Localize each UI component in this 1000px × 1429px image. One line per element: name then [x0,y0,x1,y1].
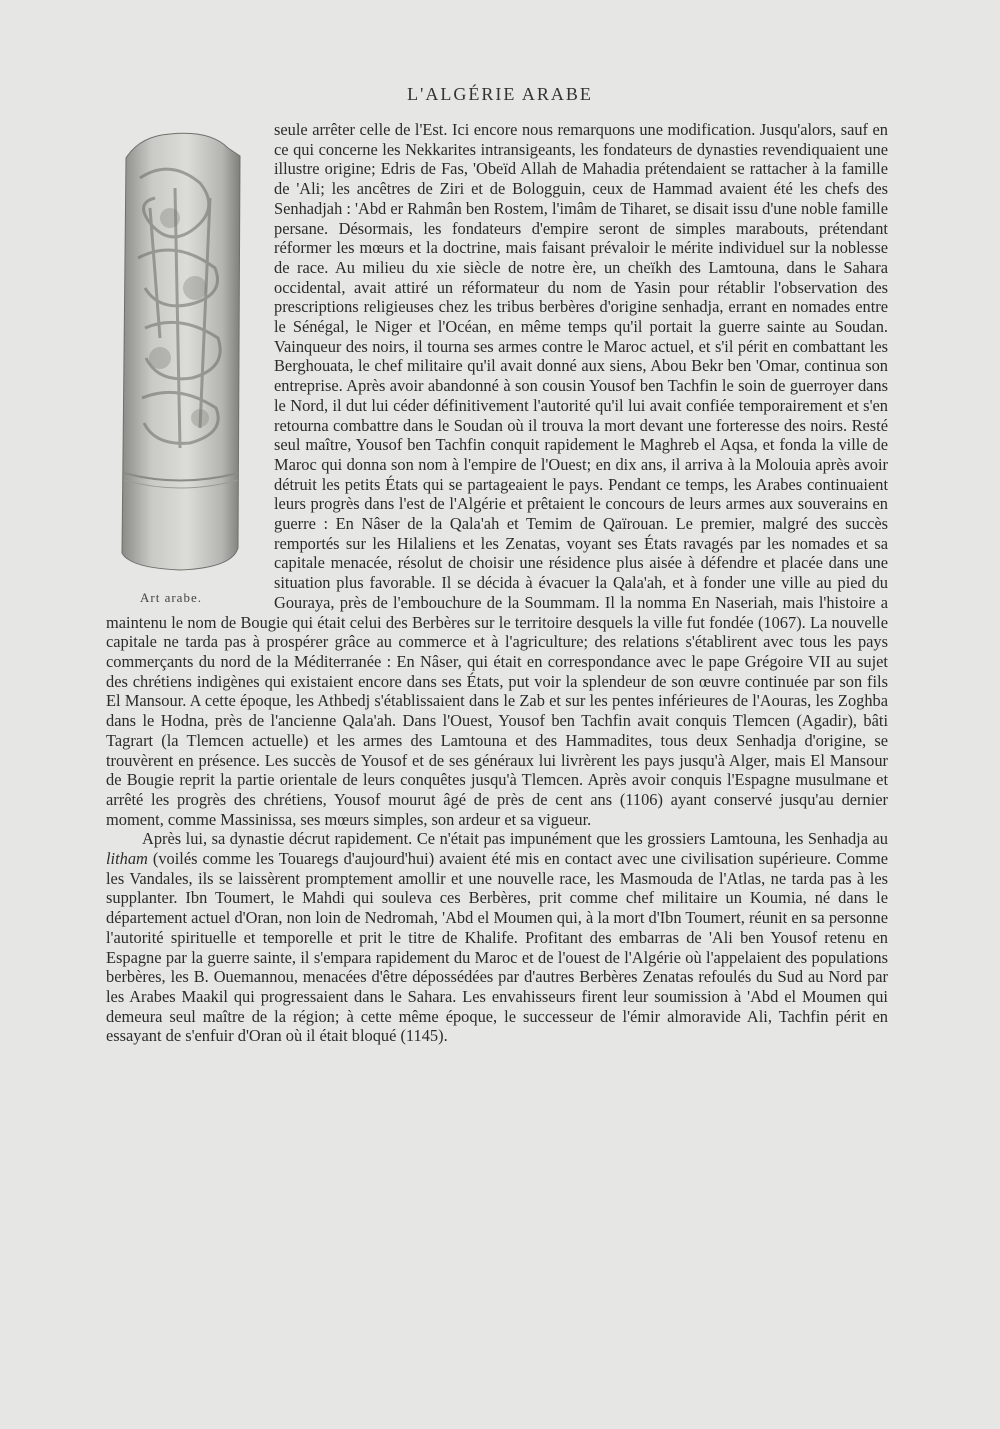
paragraph-1-text: seule arrêter celle de l'Est. Ici encore nous remarquons une modification. Jusqu'alors, sauf en ce qui concerne les Nekkarites intransigeants, les fondateurs de dynasties revendiquaient une illustre origine; Edris de Fas, 'Obeïd Allah de Mahadia prétendaient se rattacher à la famille de 'Ali; les ancêtres de Ziri et de Bologguin, ceux de Hammad avaient été les chefs des Senhadjah : 'Abd er Rahmân ben Rostem, l'imâm de Tiharet, se disait issu d'une noble famille persane. Désormais, les fondateurs d'empire seront de simples marabouts, prétendant réformer les mœurs et la doctrine, mais faisant prévaloir le mérite individuel sur la noblesse de race. Au milieu du xie siècle de notre ère, un cheïkh des Lamtouna, dans le Sahara occidental, avait attiré un réformateur du nom de Yasin pour rétablir l'observation des prescriptions religieuses chez les tribus berbères d'origine senhadja, errant en nomades entre le Sénégal, le Niger et l'Océan, en même temps qu'il portait la guerre sainte au Soudan. Vainqueur des noirs, il tourna ses armes contre le Maroc actuel, et s'il périt en combattant les Berghouata, le chef militaire qu'il avait donné aux siens, Abou Bekr ben 'Omar, continua son entreprise. Après avoir abandonné à son cousin Yousof ben Tachfin le soin de guerroyer dans le Nord, il dut lui céder définitivement l'autorité qu'il lui avait confiée temporairement et s'en retourna combattre dans le Soudan où il trouva la mort devant une forteresse des noirs. Resté seul maître, Yousof ben Tachfin conquit rapidement le Maghreb el Aqsa, et fonda la ville de Maroc qui donna son nom à l'empire de l'Ouest; en dix ans, il arriva à la Molouia après avoir détruit les petits États qui se partageaient le pays. Pendant ce temps, les Arabes continuaient leurs progrès dans l'est de l'Algérie et prêtaient le concours de leurs armes aux souverains en guerre : En Nâser de la Qala'ah et Temim de Qaïrouan. Le premier, malgré des succès remportés sur les Hilaliens et les Zenatas, voyant ses États ravagés par les nomades et sa capitale menacée, résolut de choisir une résidence plus aisée à défendre et placée dans une situation plus favorable. Il se décida à évacuer la Qala'ah, et à fonder une ville au pied du Gouraya, près de l'embouchure de la Soummam. Il la nomma En Naseriah, mais l'histoire a maintenu le nom de Bougie qui était celui des Berbères sur le territoire desquels la ville fut fondée (1067). La nouvelle capitale ne tarda pas à prospérer grâce au commerce et à l'agriculture; des relations s'établirent avec tous les pays commerçants du nord de la Méditerranée : En Nâser, qui était en correspondance avec le pape Grégoire VII au sujet des chrétiens indigènes qui existaient encore dans ses États, put voir la splendeur de son œuvre continuée par son fils El Mansour. A cette époque, les Athbedj s'établissaient dans le Zab et sur les pentes inférieures de l'Aouras, les Zoghba dans le Hodna, près de l'ancienne Qala'ah. Dans l'Ouest, Yousof ben Tachfin avait conquis Tlemcen (Agadir), bâti Tagrart (la Tlemcen actuelle) et les armes des Lamtouna et des Hammadites, tous deux Senhadja d'origine, se trouvèrent en présence. Les succès de Yousof et de ses généraux lui livrèrent les pays jusqu'à Alger, mais El Mansour de Bougie reprit la partie orientale de leurs conquêtes jusqu'à Tlemcen. Après avoir conquis l'Espagne musulmane et arrêté les progrès des chrétiens, Yousof mourut âgé de près de cent ans (1106) ayant conservé jusqu'au dernier moment, comme Massinissa, ses mœurs simples, son ardeur et sa vigueur. [106,120,888,829]
body-text [106,120,888,1046]
figure-caption: Art arabe. [140,590,202,605]
running-head: L'ALGÉRIE ARABE [407,84,593,104]
paragraph-2-italic: litham [106,849,148,869]
paragraph-2-text-b: (voilés comme les Touaregs d'aujourd'hui) avaient été mis en contact avec une civilisation supérieure. Comme les Vandales, ils se laissèrent promptement amollir et une nouvelle race, les Masmouda de l'Atlas, ne tarda pas à les supplanter. Ibn Toumert, le Mahdi qui souleva ces Berbères, prit comme chef militaire un Koumia, né dans le département actuel d'Oran, non loin de Nedromah, 'Abd el Moumen qui, à la mort d'Ibn Toumert, réunit en sa personne l'autorité spirituelle et temporelle et prit le titre de Khalife. Profitant des embarras de 'Ali ben Yousof retenu en Espagne par la guerre sainte, il s'empara rapidement du Maroc et de l'ouest de l'Algérie où l'appelaient des populations berbères, les B. Ouemannou, menacées d'être dépossédées par d'autres Berbères Zenatas refoulés du Sud au Nord par les Arabes Maakil qui progressaient dans le Sahara. Les envahisseurs firent leur soumission à 'Abd el Moumen qui demeura seul maître de la région; à cette même époque, le successeur de l'émir almoravide Ali, Tachfin périt en essayant de s'enfuir d'Oran où il était bloqué (1145). [106,849,888,1046]
paragraph-2-text-a: Après lui, sa dynastie décrut rapidement. Ce n'était pas impunément que les grossiers Lamtouna, les Senhadja au [142,829,888,849]
figure-float-spacer [106,120,274,608]
paragraph-2 [106,829,888,1046]
